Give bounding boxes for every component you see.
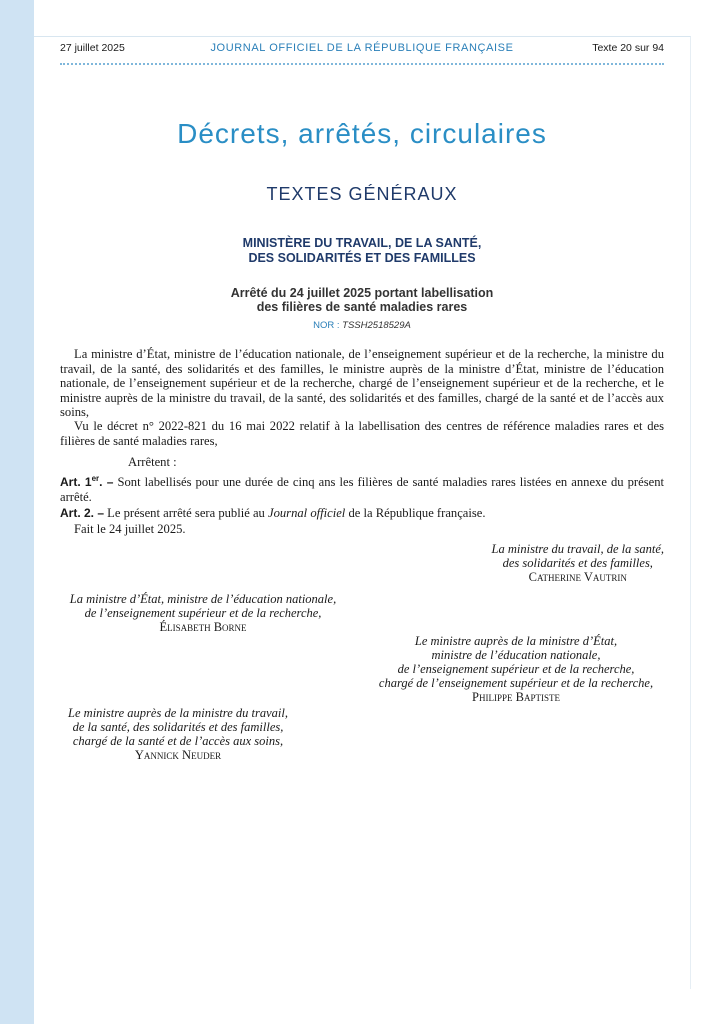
vu-paragraph: Vu le décret n° 2022-821 du 16 mai 2022 relatif à la labellisation des centres de référence maladies rares et des filières de santé maladies rares, — [60, 419, 664, 448]
header-date: 27 juillet 2025 — [60, 42, 125, 54]
signature-name: Catherine Vautrin — [528, 570, 627, 584]
sub-section-title: TEXTES GÉNÉRAUX — [266, 184, 458, 204]
article-2-text-a: Le présent arrêté sera publié au — [104, 506, 268, 520]
signature-block-neuder — [48, 706, 308, 762]
signature-block-vautrin — [364, 542, 664, 584]
signature-title-line: La ministre du travail, de la santé, — [491, 542, 664, 556]
arrete-title-line-2: des filières de santé maladies rares — [256, 300, 468, 314]
article-2-label: Art. 2. – — [60, 506, 105, 520]
signature-title-line: Le ministre auprès de la ministre d’État, — [414, 634, 618, 648]
signature-title-line: ministre de l’éducation nationale, — [431, 648, 601, 662]
arrete-title-line-1: Arrêté du 24 juillet 2025 portant labellisation — [230, 286, 494, 300]
signature-title-line: chargé de la santé et de l’accès aux soins, — [72, 734, 284, 748]
left-margin-band — [0, 0, 34, 1024]
header-journal-title: JOURNAL OFFICIEL DE LA RÉPUBLIQUE FRANÇAISE — [210, 42, 514, 54]
signature-name: Philippe Baptiste — [472, 690, 560, 704]
signature-block-baptiste — [340, 634, 692, 704]
preamble-paragraph: La ministre d’État, ministre de l’éducation nationale, de l’enseignement supérieur et de la recherche, la ministre du travail, de la santé, des solidarités et des familles, le ministre auprès de la ministre d’État, ministre de l’éducation nationale, de l’enseignement supérieur et de la recherche, chargé de l’enseignement supérieur et de la recherche, et le ministre auprès de la ministre du travail, de la santé, des solidarités et des familles, chargé de la santé et de l’accès aux soins, — [60, 347, 664, 420]
nor-reference — [60, 320, 664, 331]
signature-title-line: de l’enseignement supérieur et de la recherche, — [397, 662, 635, 676]
page-header — [60, 42, 664, 58]
signature-title-line: de la santé, des solidarités et des familles, — [72, 720, 284, 734]
header-dotted-rule — [60, 63, 664, 65]
nor-label: NOR : — [313, 320, 343, 331]
header-text-number: Texte 20 sur 94 — [592, 42, 664, 54]
ministry-heading — [60, 236, 664, 266]
article-1 — [60, 472, 664, 504]
arretent-line: Arrêtent : — [128, 455, 177, 469]
signature-title-line: La ministre d’État, ministre de l’éducation nationale, — [69, 592, 337, 606]
article-1-text: Sont labellisés pour une durée de cinq ans les filières de santé maladies rares listées en annexe du présent arrêté. — [60, 475, 665, 504]
ministry-line-2: DES SOLIDARITÉS ET DES FAMILLES — [248, 251, 476, 265]
article-2 — [60, 506, 664, 521]
signature-title-line: Le ministre auprès de la ministre du travail, — [68, 706, 288, 720]
signature-title-line: de l’enseignement supérieur et de la recherche, — [84, 606, 322, 620]
signature-block-borne — [48, 592, 358, 634]
article-2-journal-italic: Journal officiel — [268, 506, 346, 520]
nor-value: TSSH2518529A — [342, 320, 411, 331]
section-title: Décrets, arrêtés, circulaires — [177, 118, 547, 149]
article-2-text-b: de la République française. — [345, 506, 486, 520]
signature-title-line: chargé de l’enseignement supérieur et de la recherche, — [378, 676, 654, 690]
signature-name: Élisabeth Borne — [159, 620, 247, 634]
signature-name: Yannick Neuder — [134, 748, 222, 762]
article-1-label: Art. 1er. – — [60, 474, 114, 489]
signature-title-line: des solidarités et des familles, — [502, 556, 653, 570]
ministry-line-1: MINISTÈRE DU TRAVAIL, DE LA SANTÉ, — [242, 236, 482, 250]
arrete-title — [60, 286, 664, 314]
fait-le-line: Fait le 24 juillet 2025. — [74, 522, 186, 536]
